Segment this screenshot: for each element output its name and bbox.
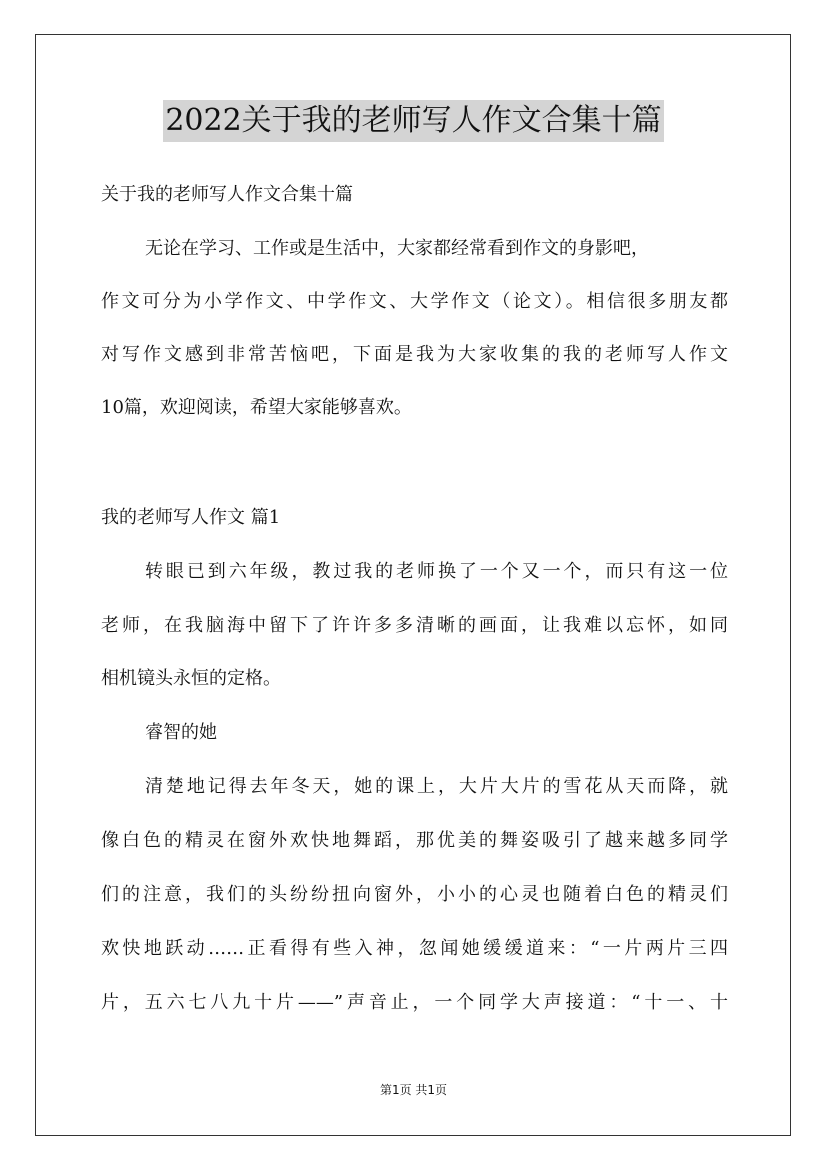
intro-line-4: 10篇，欢迎阅读，希望大家能够喜欢。 xyxy=(101,397,412,418)
para2-line-1: 清楚地记得去年冬天，她的课上，大片大片的雪花从天而降，就 xyxy=(145,776,728,797)
intro-line-2: 作文可分为小学作文、中学作文、大学作文（论文）。相信很多朋友都 xyxy=(101,291,728,312)
para1-line-1: 转眼已到六年级，教过我的老师换了一个又一个，而只有这一位 xyxy=(145,561,728,582)
section-heading: 我的老师写人作文 篇1 xyxy=(101,507,281,528)
page-footer: 第1页 共1页 xyxy=(379,1083,448,1097)
intro-line-3: 对写作文感到非常苦恼吧，下面是我为大家收集的我的老师写人作文 xyxy=(101,344,728,365)
document-title: 2022关于我的老师写人作文合集十篇 xyxy=(0,100,827,142)
para2-line-3: 们的注意，我们的头纷纷扭向窗外，小小的心灵也随着白色的精灵们 xyxy=(101,884,728,905)
para2-line-4: 欢快地跃动……正看得有些入神，忽闻她缓缓道来：“一片两片三四 xyxy=(101,938,728,959)
para1-line-3: 相机镜头永恒的定格。 xyxy=(101,668,281,689)
intro-line-1: 无论在学习、工作或是生活中，大家都经常看到作文的身影吧， xyxy=(145,238,649,259)
para2-line-5: 片，五六七八九十片——”声音止，一个同学大声接道：“十一、十 xyxy=(101,992,728,1013)
para1-line-2: 老师，在我脑海中留下了许许多多清晰的画面，让我难以忘怀，如同 xyxy=(101,615,728,636)
subheading: 睿智的她 xyxy=(145,722,217,743)
subtitle: 关于我的老师写人作文合集十篇 xyxy=(101,184,353,205)
para2-line-2: 像白色的精灵在窗外欢快地舞蹈，那优美的舞姿吸引了越来越多同学 xyxy=(101,830,728,851)
